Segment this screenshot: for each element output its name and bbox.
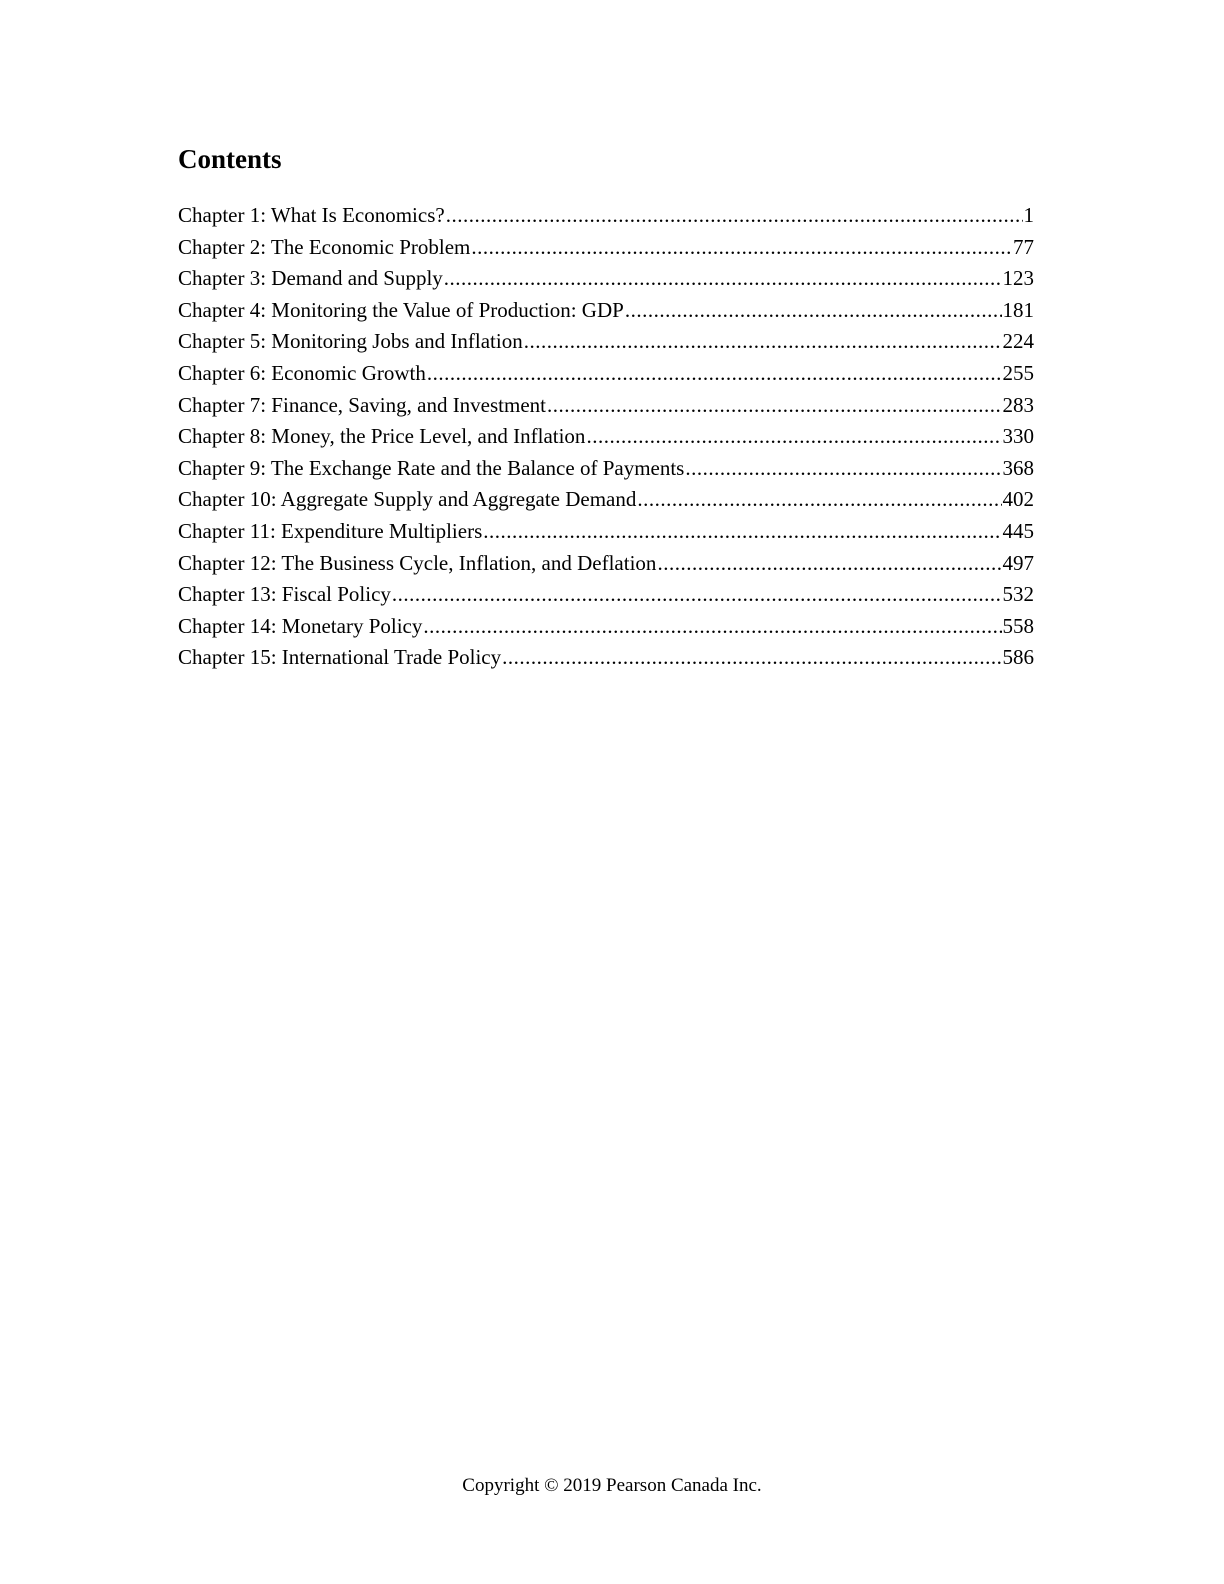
- toc-entry-label: Chapter 9: The Exchange Rate and the Balance of Payments: [178, 455, 685, 480]
- toc-entry: [178, 611, 1034, 643]
- toc-entry-page: 532: [1002, 582, 1034, 607]
- toc-entry-page: 181: [1002, 297, 1034, 322]
- toc-entry-label: Chapter 7: Finance, Saving, and Investment: [178, 392, 547, 417]
- toc-entry: [178, 358, 1034, 390]
- toc-dot-leader: [444, 263, 1002, 295]
- toc-entry-label: Chapter 4: Monitoring the Value of Production: GDP: [178, 297, 624, 322]
- toc-entry: [178, 579, 1034, 611]
- toc-entry: [178, 453, 1034, 485]
- toc-entry-page: 224: [1002, 329, 1034, 354]
- toc-entry-label: Chapter 11: Expenditure Multipliers: [178, 518, 483, 543]
- table-of-contents: [178, 200, 1034, 674]
- toc-entry-page: 1: [1023, 203, 1034, 227]
- toc-entry-label: Chapter 1: What Is Economics?: [178, 203, 445, 227]
- toc-entry-page: 330: [1002, 424, 1034, 449]
- toc-entry: [178, 421, 1034, 453]
- toc-entry-page: 77: [1013, 234, 1034, 259]
- toc-entry-page: 283: [1002, 392, 1034, 417]
- toc-entry: [178, 390, 1034, 422]
- toc-entry-page: 558: [1002, 613, 1034, 638]
- toc-entry: [178, 232, 1034, 264]
- toc-entry-label: Chapter 2: The Economic Problem: [178, 234, 471, 259]
- toc-entry-label: Chapter 15: International Trade Policy: [178, 645, 502, 670]
- toc-dot-leader: [685, 453, 1001, 485]
- toc-entry-page: 123: [1002, 266, 1034, 291]
- toc-entry: [178, 263, 1034, 295]
- toc-entry-page: 255: [1002, 360, 1034, 385]
- toc-entry-label: Chapter 5: Monitoring Jobs and Inflation: [178, 329, 523, 354]
- copyright-footer: Copyright © 2019 Pearson Canada Inc.: [462, 1475, 762, 1496]
- page-title: Contents: [178, 144, 282, 174]
- toc-entry-page: 497: [1002, 550, 1034, 575]
- toc-entry: [178, 484, 1034, 516]
- toc-dot-leader: [586, 421, 1001, 453]
- toc-dot-leader: [657, 548, 1001, 580]
- toc-entry-page: 586: [1002, 645, 1034, 670]
- toc-dot-leader: [637, 484, 1001, 516]
- toc-entry: [178, 548, 1034, 580]
- toc-dot-leader: [547, 390, 1001, 422]
- toc-entry-label: Chapter 10: Aggregate Supply and Aggregate Demand: [178, 487, 637, 512]
- toc-entry: [178, 516, 1034, 548]
- toc-entry: [178, 642, 1034, 674]
- toc-dot-leader: [471, 232, 1012, 264]
- toc-entry-label: Chapter 3: Demand and Supply: [178, 266, 443, 291]
- toc-dot-leader: [502, 642, 1001, 674]
- toc-entry-page: 402: [1002, 487, 1034, 512]
- toc-entry: [178, 295, 1034, 327]
- toc-dot-leader: [427, 358, 1002, 390]
- toc-dot-leader: [524, 326, 1002, 358]
- toc-entry-label: Chapter 8: Money, the Price Level, and Inflation: [178, 424, 586, 449]
- toc-dot-leader: [446, 200, 1023, 232]
- toc-dot-leader: [392, 579, 1002, 611]
- toc-dot-leader: [423, 611, 1001, 643]
- toc-entry: [178, 326, 1034, 358]
- toc-entry-label: Chapter 13: Fiscal Policy: [178, 582, 391, 607]
- toc-entry-page: 368: [1002, 455, 1034, 480]
- toc-entry-page: 445: [1002, 518, 1034, 543]
- toc-entry: [178, 200, 1034, 232]
- toc-entry-label: Chapter 14: Monetary Policy: [178, 613, 423, 638]
- toc-dot-leader: [625, 295, 1002, 327]
- toc-dot-leader: [483, 516, 1001, 548]
- toc-entry-label: Chapter 6: Economic Growth: [178, 360, 426, 385]
- toc-entry-label: Chapter 12: The Business Cycle, Inflation, and Deflation: [178, 550, 657, 575]
